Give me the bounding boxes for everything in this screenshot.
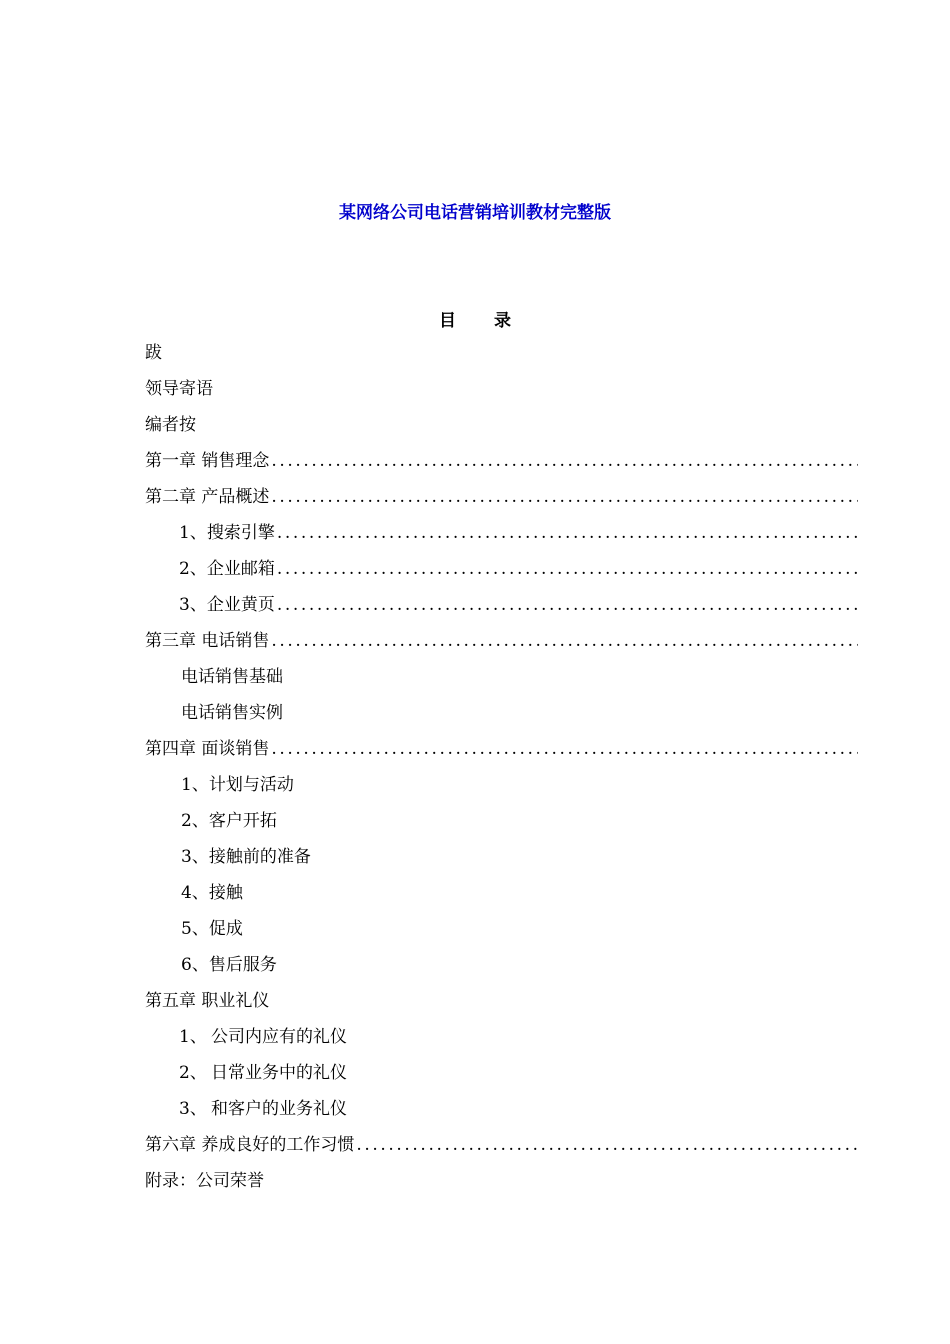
- toc-entry-label: 企业邮箱: [206, 559, 275, 579]
- toc-entry[interactable]: [145, 625, 858, 661]
- toc-entry-label: 第二章 产品概述: [145, 487, 270, 507]
- toc-entry[interactable]: [145, 589, 858, 625]
- toc-entry[interactable]: [145, 1129, 858, 1165]
- toc-entry[interactable]: [145, 373, 858, 409]
- toc-dot-leader: [271, 625, 858, 657]
- toc-entry-label: 电话销售实例: [181, 703, 283, 723]
- toc-entry[interactable]: [145, 769, 858, 805]
- toc-entry[interactable]: [145, 733, 858, 769]
- toc-entry[interactable]: [145, 877, 858, 913]
- toc-entry-number: 1、: [179, 523, 207, 543]
- toc-entry[interactable]: [145, 1093, 858, 1129]
- toc-entry-label: 第五章 职业礼仪: [145, 991, 270, 1011]
- toc-entry[interactable]: [145, 409, 858, 445]
- toc-entry-label: 第六章 养成良好的工作习惯: [145, 1135, 355, 1155]
- toc-entry[interactable]: [145, 553, 858, 589]
- toc-entry-label: 日常业务中的礼仪: [211, 1063, 347, 1083]
- toc-entry-label: 3、接触前的准备: [181, 847, 311, 867]
- toc-entry-number: 1、: [179, 1027, 207, 1047]
- toc-entry[interactable]: [145, 337, 858, 373]
- toc-entry[interactable]: [145, 1165, 858, 1201]
- toc-dot-leader: [277, 589, 858, 621]
- toc-entry[interactable]: [145, 1057, 858, 1093]
- toc-entry[interactable]: [145, 841, 858, 877]
- table-of-contents: [145, 337, 858, 1201]
- toc-dot-leader: [271, 481, 858, 513]
- toc-dot-leader: [356, 1129, 858, 1161]
- toc-entry-label: 第三章 电话销售: [145, 631, 270, 651]
- toc-entry-label: 5、促成: [181, 919, 243, 939]
- toc-entry[interactable]: [145, 985, 858, 1021]
- toc-entry-label: 第一章 销售理念: [145, 451, 270, 471]
- toc-entry[interactable]: [145, 445, 858, 481]
- toc-entry-number: 3、: [179, 1099, 207, 1119]
- toc-entry-label: 和客户的业务礼仪: [211, 1099, 347, 1119]
- toc-entry-label: 6、售后服务: [181, 955, 277, 975]
- toc-entry-label: 2、客户开拓: [181, 811, 277, 831]
- toc-dot-leader: [277, 517, 858, 549]
- toc-entry[interactable]: [145, 949, 858, 985]
- toc-heading: 目 录: [439, 311, 527, 331]
- toc-entry[interactable]: [145, 661, 858, 697]
- toc-entry-label: 企业黄页: [206, 595, 275, 615]
- toc-dot-leader: [277, 553, 858, 585]
- toc-entry-label: 4、接触: [181, 883, 243, 903]
- toc-entry[interactable]: [145, 913, 858, 949]
- toc-entry-label: 第四章 面谈销售: [145, 739, 270, 759]
- document-title: 某网络公司电话营销培训教材完整版: [339, 203, 611, 223]
- toc-dot-leader: [271, 733, 858, 765]
- toc-entry[interactable]: [145, 517, 858, 553]
- toc-entry-label: 编者按: [145, 415, 196, 435]
- toc-entry-label: 跋: [145, 343, 162, 363]
- toc-entry-label: 电话销售基础: [181, 667, 283, 687]
- toc-entry-number: 2、: [179, 1063, 207, 1083]
- toc-entry[interactable]: [145, 697, 858, 733]
- toc-dot-leader: [271, 445, 858, 477]
- toc-entry-label: 领导寄语: [145, 379, 213, 399]
- toc-entry-label: 搜索引擎: [206, 523, 275, 543]
- toc-entry[interactable]: [145, 805, 858, 841]
- toc-entry[interactable]: [145, 481, 858, 517]
- toc-entry-label: 附录：公司荣誉: [145, 1171, 264, 1191]
- toc-entry-label: 公司内应有的礼仪: [211, 1027, 347, 1047]
- toc-entry-number: 3、: [179, 595, 207, 615]
- toc-entry[interactable]: [145, 1021, 858, 1057]
- toc-entry-number: 2、: [179, 559, 207, 579]
- toc-entry-label: 1、计划与活动: [181, 775, 294, 795]
